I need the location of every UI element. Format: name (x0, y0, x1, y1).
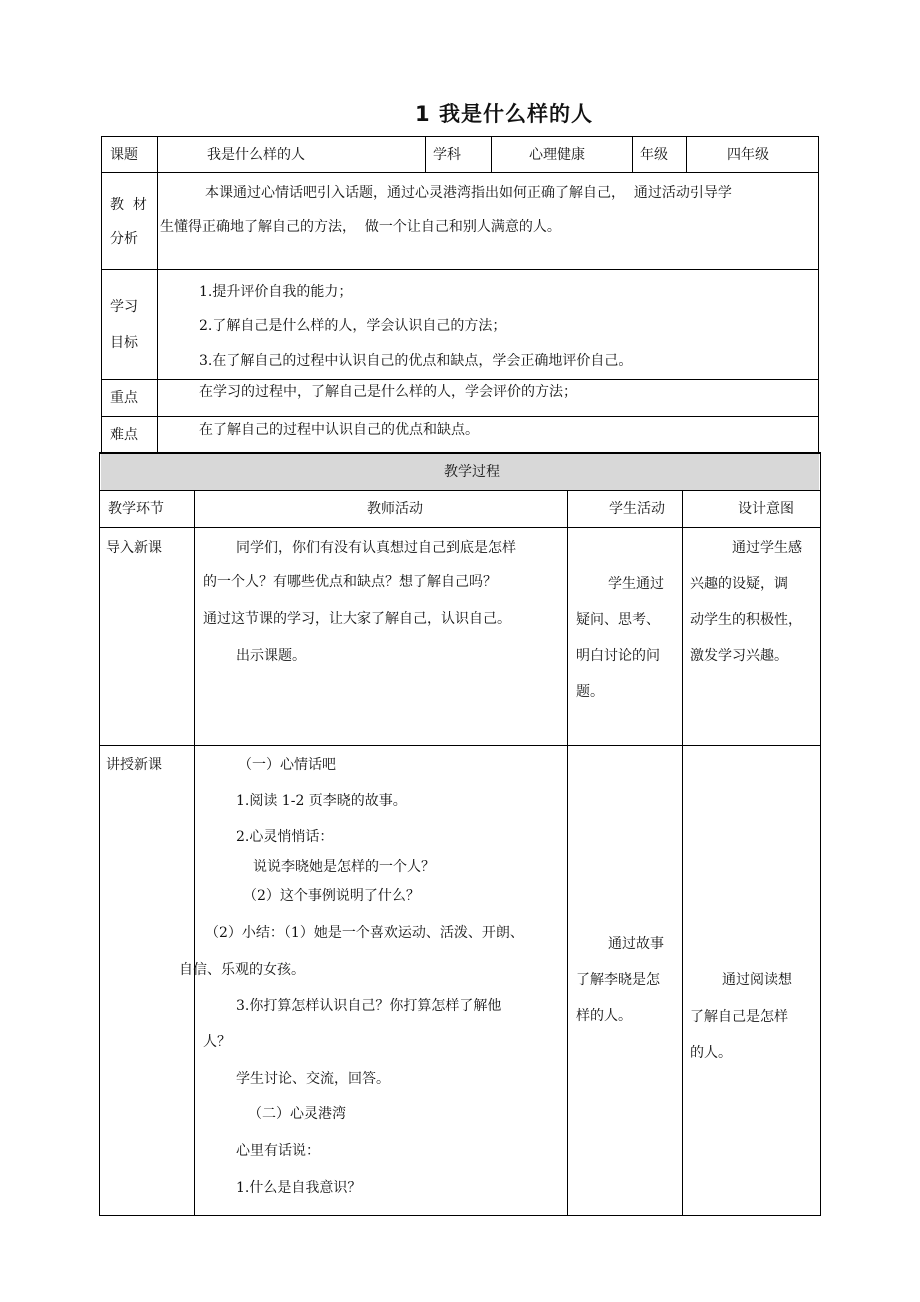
teacher-activity-line: （一）心情话吧 (238, 757, 336, 773)
key-point-text: 在学习的过程中，了解自己是什么样的人，学会评价的方法； (199, 384, 577, 400)
teacher-activity-line: 学生讨论、交流，回答。 (236, 1071, 390, 1087)
teacher-activity-line: 1.阅读 1-2 页李晓的故事。 (236, 793, 407, 809)
teacher-activity-line: 同学们，你们有没有认真想过自己到底是怎样 (236, 540, 516, 556)
grade-label: 年级 (640, 147, 668, 163)
student-activity-line: 了解李晓是怎 (576, 972, 660, 988)
page-title: 1 我是什么样的人 (415, 102, 593, 126)
student-activity-line: 题。 (576, 684, 604, 700)
topic-label: 课题 (110, 147, 138, 163)
teacher-activity-line: 2.心灵悄悄话： (236, 829, 334, 845)
design-intent-line: 通过学生感 (732, 540, 802, 556)
student-activity-line: 明白讨论的问 (576, 648, 660, 664)
difficulty-text: 在了解自己的过程中认识自己的优点和缺点。 (199, 422, 479, 438)
teacher-activity-line: 1.什么是自我意识？ (236, 1180, 362, 1196)
student-activity-line: 疑问、思考、 (576, 612, 660, 628)
process-header: 教学过程 (444, 464, 500, 480)
design-intent-line: 激发学习兴趣。 (690, 648, 788, 664)
teacher-activity-line: （2）小结：（1）她是一个喜欢运动、活泼、开朗、 (205, 925, 524, 941)
goal-item: 3.在了解自己的过程中认识自己的优点和缺点，学会正确地评价自己。 (199, 353, 633, 369)
analysis-label: 教 材 (110, 197, 147, 213)
design-intent-line: 动学生的积极性， (690, 612, 802, 628)
teacher-activity-line: 心里有话说： (236, 1143, 320, 1159)
key-point-label: 重点 (110, 390, 138, 406)
teacher-activity-line: 通过这节课的学习，让大家了解自己，认识自己。 (203, 611, 511, 627)
analysis-text-line: 生懂得正确地了解自己的方法， 做一个让自己和别人满意的人。 (160, 219, 561, 235)
stage-new-lesson: 讲授新课 (106, 757, 162, 773)
design-intent-line: 的人。 (690, 1045, 732, 1061)
student-activity-line: 样的人。 (576, 1008, 632, 1024)
subject-label: 学科 (433, 147, 461, 163)
difficulty-label: 难点 (110, 427, 138, 443)
teacher-activity-line: 3.你打算怎样认识自己？你打算怎样了解他 (236, 998, 502, 1014)
goals-label: 学习 (110, 299, 138, 315)
teacher-activity-line: 自信、乐观的女孩。 (179, 962, 305, 978)
design-intent-line: 兴趣的设疑，调 (690, 576, 788, 592)
teacher-activity-line: 的一个人？有哪些优点和缺点？想了解自己吗？ (203, 574, 497, 590)
grade-value: 四年级 (727, 147, 769, 163)
goal-item: 2.了解自己是什么样的人，学会认识自己的方法； (199, 318, 507, 334)
design-intent-line: 通过阅读想 (722, 972, 792, 988)
teacher-activity-line: 人？ (203, 1034, 231, 1050)
goal-item: 1.提升评价自我的能力； (199, 284, 353, 300)
column-header: 教学环节 (108, 501, 164, 517)
analysis-text-line: 本课通过心情话吧引入话题，通过心灵港湾指出如何正确了解自己， 通过活动引导学 (205, 185, 732, 201)
summary-clip (179, 925, 567, 985)
teacher-activity-line: 出示课题。 (236, 648, 306, 664)
teacher-activity-line: （二）心灵港湾 (248, 1106, 346, 1122)
goals-label-2: 目标 (110, 335, 138, 351)
analysis-label-2: 分析 (110, 231, 138, 247)
design-intent-line: 了解自己是怎样 (690, 1009, 788, 1025)
subject-value: 心理健康 (529, 147, 585, 163)
topic-value: 我是什么样的人 (207, 147, 305, 163)
column-header: 教师活动 (367, 501, 423, 517)
stage-intro: 导入新课 (106, 540, 162, 556)
teacher-activity-line: （2）这个事例说明了什么？ (243, 888, 420, 904)
student-activity-line: 通过故事 (608, 936, 664, 952)
column-header: 设计意图 (738, 501, 794, 517)
column-header: 学生活动 (609, 501, 665, 517)
teacher-activity-line: 说说李晓她是怎样的一个人？ (253, 859, 435, 875)
student-activity-line: 学生通过 (608, 576, 664, 592)
